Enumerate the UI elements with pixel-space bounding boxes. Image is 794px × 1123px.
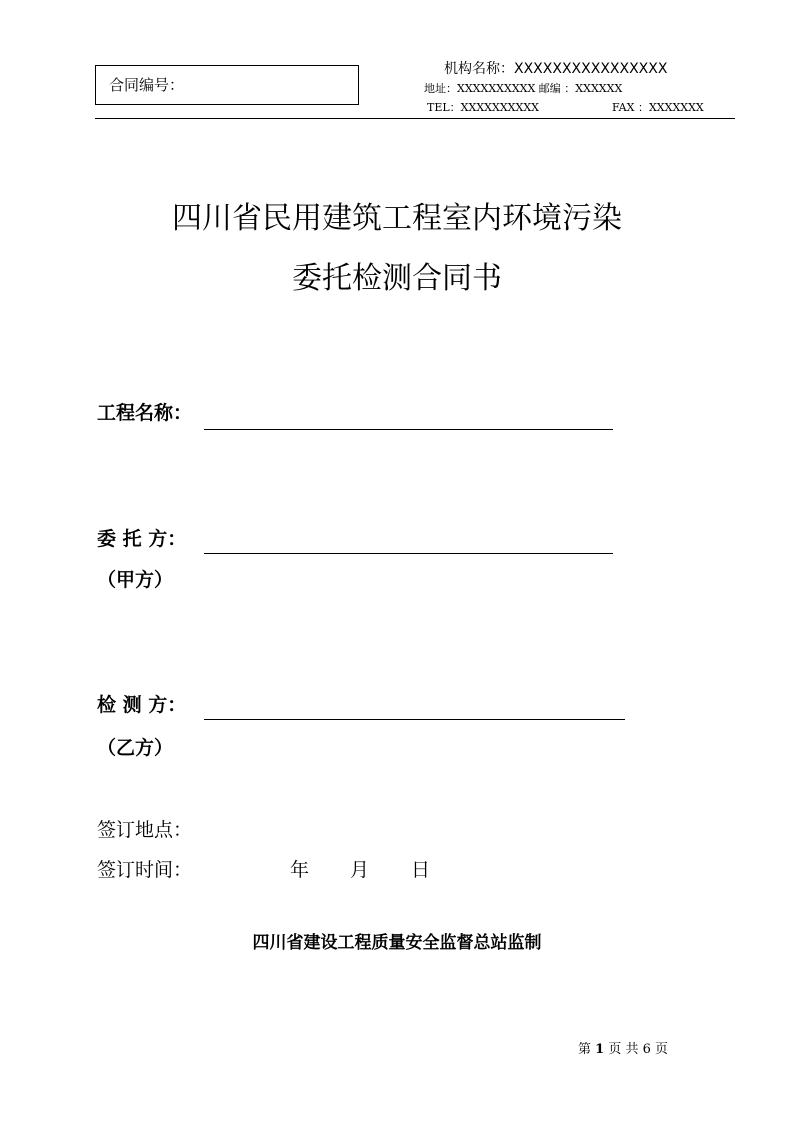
tester-label: 检 测 方： [97, 694, 187, 716]
signing-month-unit: 月 [350, 859, 370, 881]
project-name-field[interactable] [204, 429, 613, 430]
signing-day-unit: 日 [411, 859, 431, 881]
client-field[interactable] [204, 553, 613, 554]
page-suffix: 页 [655, 1042, 669, 1057]
organization-name: 机构名称：XXXXXXXXXXXXXXXX [444, 61, 668, 77]
page-prefix: 第 [578, 1042, 592, 1057]
organization-fax: FAX ：XXXXXXX [612, 101, 704, 114]
organization-contact [427, 99, 704, 115]
organization-tel: TEL：XXXXXXXXXX [427, 101, 539, 114]
client-label: 委 托 方： [97, 528, 187, 550]
page-total: 6 [642, 1042, 651, 1057]
contract-number-box [95, 65, 359, 105]
tester-party-label: （乙方） [97, 737, 174, 759]
client-party-label: （甲方） [97, 569, 174, 591]
supervisor-org: 四川省建设工程质量安全监督总站监制 [252, 933, 542, 953]
document-title-line2: 委托检测合同书 [292, 261, 502, 296]
document-title-line1: 四川省民用建筑工程室内环境污染 [172, 201, 622, 236]
page-number [578, 1038, 668, 1057]
tester-field[interactable] [204, 719, 625, 720]
signing-time-label: 签订时间： [97, 859, 193, 881]
header-divider [95, 118, 735, 119]
page-current: 1 [595, 1042, 605, 1057]
signing-place-label: 签订地点： [97, 819, 193, 841]
project-name-label: 工程名称： [97, 402, 193, 424]
contract-number-label: 合同编号： [109, 76, 185, 94]
page-mid: 页 共 [608, 1042, 639, 1057]
organization-address: 地址：XXXXXXXXXX 邮编 ：XXXXXX [424, 82, 623, 95]
signing-year-unit: 年 [290, 859, 310, 881]
